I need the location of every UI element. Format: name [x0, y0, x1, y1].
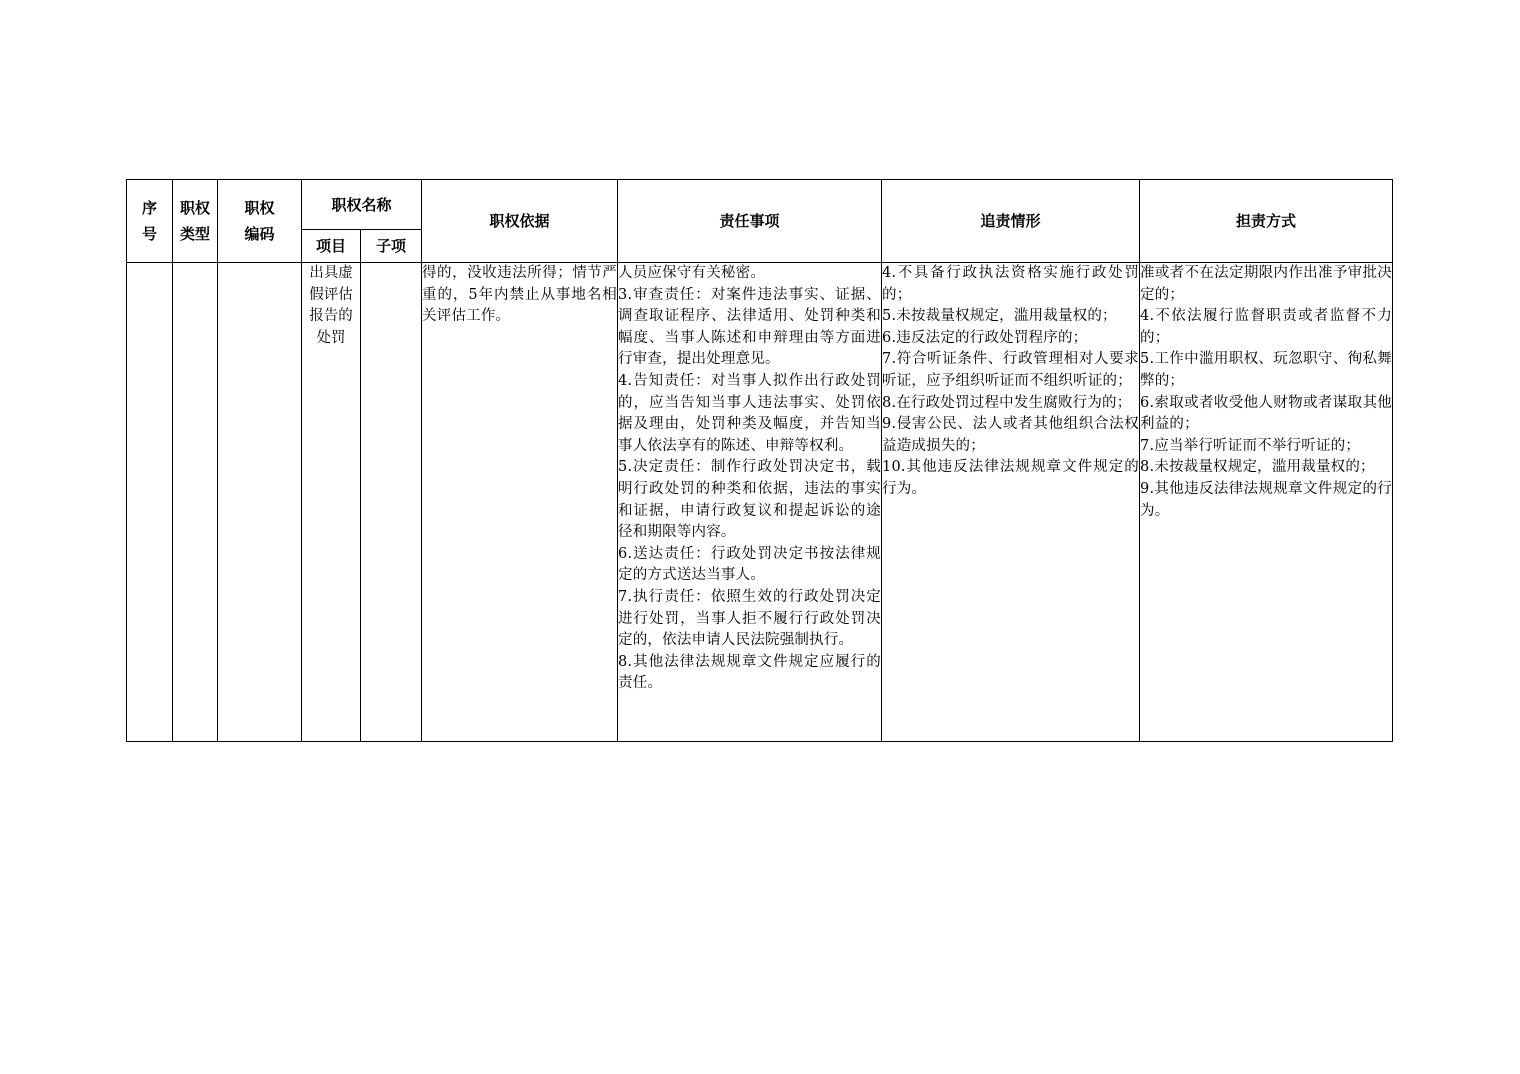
header-seq — [127, 180, 173, 263]
header-accountability: 追责情形 — [882, 180, 1140, 263]
header-basis: 职权依据 — [422, 180, 618, 263]
cell-responsibility: 人员应保守有关秘密。 3.审查责任：对案件违法事实、证据、调查取证程序、法律适用、处罚种类和幅度、当事人陈述和申辩理由等方面进行审查，提出处理意见。 4.告知责任：对当事人拟作出行政处罚的，应当告知当事人违法事实、处罚依据及理由，处罚种类及幅度，并告知当事人依法享有的陈述、申辩等权利。 5.决定责任：制作行政处罚决定书，载明行政处罚的种类和依据，违法的事实和证据，申请行政复议和提起诉讼的途径和期限等内容。 6.送达责任：行政处罚决定书按法律规定的方式送达当事人。 7.执行责任：依照生效的行政处罚决定进行处罚，当事人拒不履行行政处罚决定的，依法申请人民法院强制执行。 8.其他法律法规规章文件规定应履行的责任。 — [618, 263, 882, 742]
responsibility-table — [126, 179, 1393, 742]
header-responsibility: 责任事项 — [618, 180, 882, 263]
cell-seq — [127, 263, 173, 742]
cell-subitem — [361, 263, 422, 742]
header-name: 职权名称 — [302, 180, 422, 230]
header-liability: 担责方式 — [1140, 180, 1393, 263]
header-seq-label: 序 号 — [141, 199, 157, 243]
header-item: 项目 — [302, 230, 361, 263]
header-code — [218, 180, 302, 263]
header-subitem: 子项 — [361, 230, 422, 263]
header-code-label: 职权 编码 — [244, 199, 275, 243]
cell-type — [173, 263, 218, 742]
cell-code — [218, 263, 302, 742]
header-type-label: 职权 类型 — [179, 199, 210, 243]
cell-item: 出具虚 假评估 报告的 处罚 — [302, 263, 361, 742]
cell-accountability: 4.不具备行政执法资格实施行政处罚的； 5.未按裁量权规定，滥用裁量权的； 6.违反法定的行政处罚程序的； 7.符合听证条件、行政管理相对人要求听证，应予组织听证而不组织听证的； 8.在行政处罚过程中发生腐败行为的； 9.侵害公民、法人或者其他组织合法权益造成损失的； 10.其他违反法律法规规章文件规定的行为。 — [882, 263, 1140, 742]
cell-liability: 准或者不在法定期限内作出准予审批决定的； 4.不依法履行监督职责或者监督不力的； 5.工作中滥用职权、玩忽职守、徇私舞弊的； 6.索取或者收受他人财物或者谋取其他利益的； 7.应当举行听证而不举行听证的； 8.未按裁量权规定，滥用裁量权的； 9.其他违反法律法规规章文件规定的行为。 — [1140, 263, 1393, 742]
cell-basis: 得的，没收违法所得；情节严重的，5年内禁止从事地名相关评估工作。 — [422, 263, 618, 742]
table-row — [127, 263, 1393, 742]
header-type — [173, 180, 218, 263]
